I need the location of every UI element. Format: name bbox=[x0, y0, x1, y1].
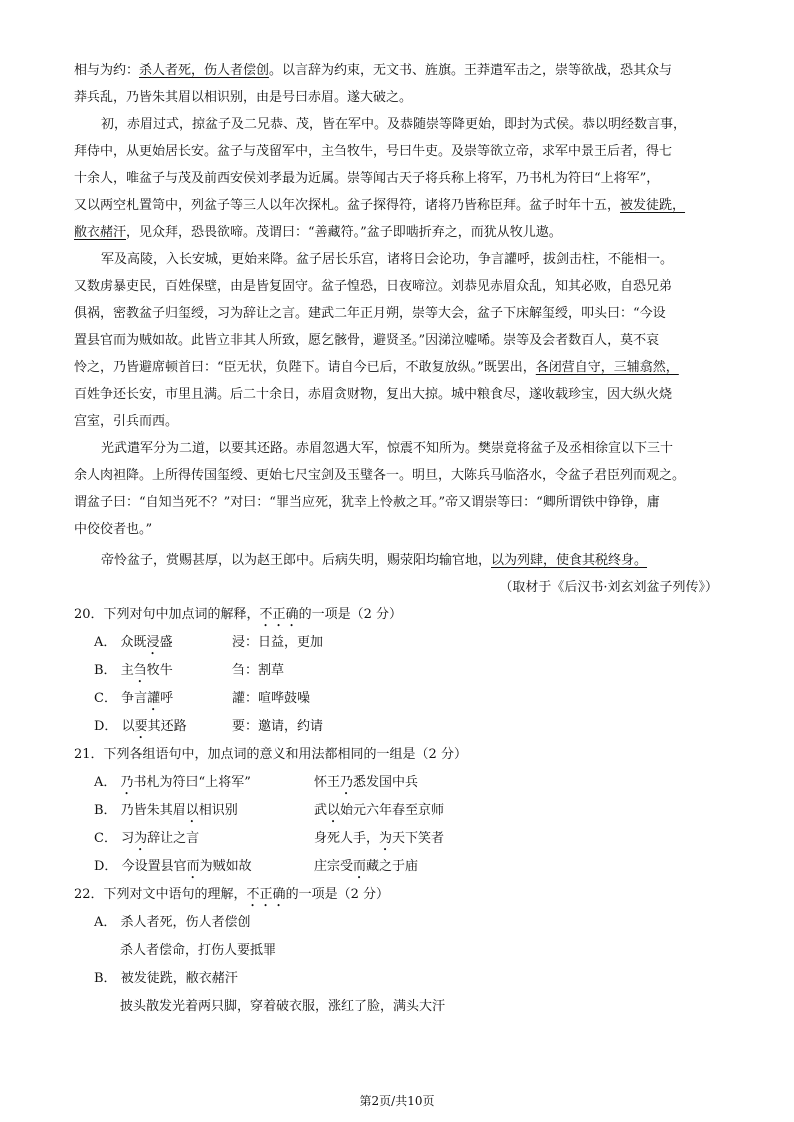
passage-line: 怜之，乃皆避席顿首曰：“臣无状，负陛下。请自今已后，不敢复放纵。”既罢出，各闭营自守，三辅翕然， bbox=[74, 360, 679, 375]
passage-line: 十余人，唯盆子与茂及前西安侯刘孝最为近属。崇等闻古天子将兵称上将军，乃书札为符曰“上将军”， bbox=[74, 171, 660, 186]
q22-option-a: A． 杀人者死，伤人者偿创 bbox=[94, 915, 251, 930]
passage-line: 又数虏暴吏民，百姓保壁，由是皆复固守。盆子惶恐，日夜啼泣。刘恭见赤眉众乱，知其必败，自恐兄弟 bbox=[74, 279, 673, 294]
passage-line: 中佼佼者也。” bbox=[74, 522, 153, 537]
q22-option-b-translation: 披头散发光着两只脚，穿着破衣服，涨红了脸，满头大汗 bbox=[120, 999, 446, 1014]
passage-line: 又以两空札置笥中，列盆子等三人以年次探札。盆子探得符，诸将乃皆称臣拜。盆子时年十五，被发徒跣， bbox=[74, 198, 686, 213]
q21-option-d: D． 今设置县官而为贼如故 庄宗受而藏之于庙 bbox=[94, 859, 419, 874]
passage-line: 谓盆子曰：“自知当死不？”对曰：“罪当应死，犹幸上怜赦之耳。”帝又谓崇等曰：“卿所谓铁中铮铮，庸 bbox=[74, 495, 660, 510]
passage-line: 置县官而为贼如故。此皆立非其人所致，愿乞骸骨，避贤圣。”因涕泣嘘唏。崇等及会者数百人，莫不哀 bbox=[74, 333, 660, 348]
question-20-stem: 20．下列对句中加点词的解释，不正确的一项是（2 分） bbox=[74, 607, 402, 622]
emphasis-text: 不正确 bbox=[259, 607, 299, 622]
question-22-stem: 22．下列对文中语句的理解，不正确的一项是（2 分） bbox=[74, 887, 389, 902]
paragraph-start: 初，赤眉过式，掠盆子及二兄恭、茂，皆在军中。及恭随崇等降更始，即封为式侯。恭以明经数言事， bbox=[101, 117, 687, 132]
emphasis-text: 不正确 bbox=[246, 887, 286, 902]
q20-option-c: C． 争言讙呼 讙：喧哗鼓噪 bbox=[94, 691, 311, 706]
q21-option-c: C． 习为辞让之言 身死人手，为天下笑者 bbox=[94, 831, 445, 846]
page-number: 第2页/共10页 bbox=[359, 1094, 435, 1108]
q20-option-b: B． 主刍牧牛 刍：割草 bbox=[94, 663, 285, 678]
underlined-sentence: 敝衣赭汗 bbox=[74, 225, 127, 240]
underlined-sentence: 以为列肆，使食其税终身。 bbox=[491, 553, 648, 568]
underlined-sentence: 杀人者死，伤人者偿创 bbox=[139, 63, 270, 78]
passage-line: 莽兵乱，乃皆朱其眉以相识别，由是号曰赤眉。遂大破之。 bbox=[74, 90, 413, 105]
passage-line: 敝衣赭汗，见众拜，恐畏欲啼。茂谓曰：“善藏符。”盆子即啮折弃之，而犹从牧儿遨。 bbox=[74, 225, 562, 240]
q22-option-a-translation: 杀人者偿命，打伤人要抵罪 bbox=[120, 943, 277, 958]
q21-option-b: B． 乃皆朱其眉以相识别 武以始元六年春至京师 bbox=[94, 803, 445, 818]
passage-line: 宫室，引兵而西。 bbox=[74, 414, 179, 429]
paragraph-start: 光武遣军分为二道，以要其还路。赤眉忽遇大军，惊震不知所为。樊崇竟将盆子及丞相徐宣以下三十 bbox=[101, 441, 674, 456]
passage-line: 百姓争还长安，市里且满。后二十余日，赤眉贪财物，复出大掠。城中粮食尽，遂收载珍宝，因大纵火烧 bbox=[74, 387, 673, 402]
passage-line: 相与为约：杀人者死，伤人者偿创。以言辞为约束，无文书、旌旗。王莽遣军击之，崇等欲战，恐其众与 bbox=[74, 63, 673, 78]
underlined-sentence: 各闭营自守，三辅翕然， bbox=[535, 360, 679, 375]
paragraph-start: 帝怜盆子，赏赐甚厚，以为赵王郎中。后病失明，赐荥阳均输官地，以为列肆，使食其税终身。 bbox=[101, 553, 648, 568]
passage-line: 俱祸，密教盆子归玺绶，习为辞让之言。建武二年正月朔，崇等大会，盆子下床解玺绶，叩头曰：“今设 bbox=[74, 306, 666, 321]
q20-option-d: D． 以要其还路 要：邀请，约请 bbox=[94, 719, 324, 734]
passage-line: 拜侍中，从更始居长安。盆子与茂留军中，主刍牧牛，号曰牛吏。及崇等欲立帝，求军中景王后者，得七 bbox=[74, 144, 673, 159]
source-citation: （取材于《后汉书·刘玄刘盆子列传》） bbox=[499, 580, 718, 595]
question-21-stem: 21．下列各组语句中，加点词的意义和用法都相同的一组是（2 分） bbox=[74, 747, 467, 762]
passage-line: 余人肉袒降。上所得传国玺绶、更始七尺宝剑及玉璧各一。明旦，大陈兵马临洛水，令盆子君臣列而观之。 bbox=[74, 468, 686, 483]
q22-option-b: B． 被发徒跣，敝衣赭汗 bbox=[94, 971, 238, 986]
q20-option-a: A． 众既浸盛 浸：日益，更加 bbox=[94, 635, 324, 650]
paragraph-start: 军及高陵，入长安城，更始来降。盆子居长乐宫，诸将日会论功，争言讙呼，拔剑击柱，不能相一。 bbox=[101, 252, 674, 267]
underlined-sentence: 被发徒跣， bbox=[620, 198, 686, 213]
q21-option-a: A． 乃书札为符曰“上将军” 怀王乃悉发国中兵 bbox=[94, 775, 419, 790]
